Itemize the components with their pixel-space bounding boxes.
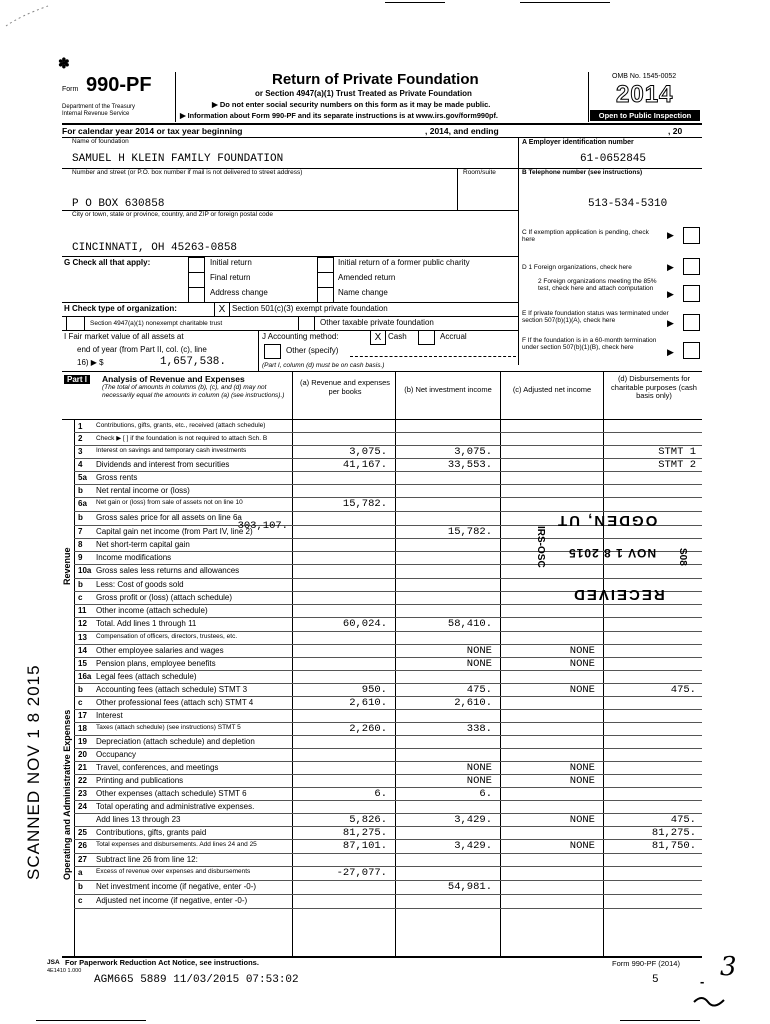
handwritten-squiggle xyxy=(690,990,730,1008)
comma-20: , 20 xyxy=(668,126,683,136)
other-method-checkbox[interactable] xyxy=(264,344,281,359)
row-label: Gross sales less returns and allowances xyxy=(96,566,240,575)
cell-a: 6. xyxy=(374,788,387,800)
row-label: Other employee salaries and wages xyxy=(96,646,224,655)
row-label: Dividends and interest from securities xyxy=(96,460,230,469)
cell-a: 3,075. xyxy=(349,446,387,458)
d2-checkbox[interactable] xyxy=(683,285,700,302)
d1-label: D 1 Foreign organizations, check here xyxy=(522,264,632,271)
row-number: 22 xyxy=(78,776,87,785)
other-method-label: Other (specify) xyxy=(286,346,339,355)
street-label: Number and street (or P.O. box number if mail is not delivered to street address) xyxy=(72,169,303,176)
cell-b: 2,610. xyxy=(454,697,492,709)
row-label: Capital gain net income (from Part IV, line 2) xyxy=(96,527,253,536)
row-label: Adjusted net income (if negative, enter -0-) xyxy=(96,896,248,905)
row-number: 16a xyxy=(78,672,92,681)
row-number: 7 xyxy=(78,527,83,536)
row-divider xyxy=(74,853,702,854)
row-number: 5a xyxy=(78,473,87,482)
fmv-value: 1,657,538. xyxy=(160,356,227,368)
arrow-icon: ▶ xyxy=(667,347,674,357)
cell-b: 58,410. xyxy=(447,618,492,630)
row-divider xyxy=(74,800,702,801)
stamp-date: NOV 1 8 2015 xyxy=(568,546,657,560)
cell-a: 2,610. xyxy=(349,697,387,709)
row-number: c xyxy=(78,593,83,602)
calendar-year-line: For calendar year 2014 or tax year beginning xyxy=(62,126,243,136)
amended-return-label: Amended return xyxy=(338,273,396,282)
row-number: 3 xyxy=(78,447,83,456)
row-divider xyxy=(74,894,702,895)
row-divider xyxy=(74,774,702,775)
row-number: 1 xyxy=(78,422,83,431)
cell-c: NONE xyxy=(569,814,595,826)
phone-label: B Telephone number (see instructions) xyxy=(522,169,643,176)
and-ending: , 2014, and ending xyxy=(425,126,499,136)
stamp-received: RECEIVED xyxy=(572,586,665,603)
jsa-label: JSA xyxy=(47,959,60,966)
cell-b: 338. xyxy=(466,723,492,735)
part-i-badge: Part I xyxy=(64,375,90,384)
handwritten-mark: 3 xyxy=(720,952,737,982)
row-number: 23 xyxy=(78,789,87,798)
row-number: 4 xyxy=(78,460,83,469)
j-label: J Accounting method: xyxy=(262,332,339,341)
arrow-icon: ▶ xyxy=(667,262,674,272)
initial-former-label: Initial return of a former public charity xyxy=(338,258,470,267)
cell-a: 15,782. xyxy=(342,498,387,510)
cell-d: 475. xyxy=(670,684,696,696)
cell-b: 33,553. xyxy=(447,459,492,471)
tax-year: 2014 xyxy=(616,81,674,108)
row-divider xyxy=(74,761,702,762)
cell-c: NONE xyxy=(569,775,595,787)
row-label: Gross rents xyxy=(96,473,138,482)
dept-treasury: Department of the Treasury xyxy=(62,104,136,110)
cell-a: 41,167. xyxy=(342,459,387,471)
cell-b: 3,075. xyxy=(454,446,492,458)
row-label: Travel, conferences, and meetings xyxy=(96,763,219,772)
h-4947-checkbox[interactable] xyxy=(66,316,85,331)
cell-a: 2,260. xyxy=(349,723,387,735)
h-other-label: Other taxable private foundation xyxy=(320,318,434,327)
jsa-code: 4E1410 1.000 xyxy=(47,968,82,974)
row-number: 6a xyxy=(78,499,87,508)
open-public-inspection: Open to Public Inspection xyxy=(590,110,700,121)
arrow-icon: ▶ xyxy=(667,230,674,240)
info-notice: ▶ Information about Form 990-PF and its separate instructions is at www.irs.gov/form990pf. xyxy=(180,111,498,120)
stamp-code: S08 xyxy=(677,548,688,566)
row-label: Income modifications xyxy=(96,553,172,562)
cell-b: NONE xyxy=(466,645,492,657)
row-divider xyxy=(74,696,702,697)
ein-label: A Employer identification number xyxy=(522,139,634,146)
row-label: Gross profit or (loss) (attach schedule) xyxy=(96,593,233,602)
row-number: 8 xyxy=(78,540,83,549)
row-number: 26 xyxy=(78,841,87,850)
cell-a: 81,275. xyxy=(342,827,387,839)
cell-a: 60,024. xyxy=(342,618,387,630)
final-return-checkbox[interactable] xyxy=(188,272,205,288)
cell-c: NONE xyxy=(569,684,595,696)
cell-a: 87,101. xyxy=(342,840,387,852)
row-number: 9 xyxy=(78,553,83,562)
expenses-side-label: Operating and Administrative Expenses xyxy=(62,709,72,880)
row-number: 24 xyxy=(78,802,87,811)
page-number: 5 xyxy=(652,974,659,986)
row-number: 15 xyxy=(78,659,87,668)
cell-b: NONE xyxy=(466,775,492,787)
row-number: b xyxy=(78,513,83,522)
h-label: H Check type of organization: xyxy=(64,304,177,313)
initial-former-checkbox[interactable] xyxy=(317,257,334,273)
name-change-label: Name change xyxy=(338,288,388,297)
row-number: 27 xyxy=(78,855,87,864)
row-number: b xyxy=(78,685,83,694)
accrual-checkbox[interactable] xyxy=(418,330,435,345)
name-label: Name of foundation xyxy=(72,138,129,145)
row-label: Depreciation (attach schedule) and depletion xyxy=(96,737,255,746)
cell-c: NONE xyxy=(569,645,595,657)
row-number: 19 xyxy=(78,737,87,746)
row-number: c xyxy=(78,896,83,905)
name-change-checkbox[interactable] xyxy=(317,287,334,303)
row-divider xyxy=(74,657,702,658)
amended-return-checkbox[interactable] xyxy=(317,272,334,288)
form-word: Form xyxy=(62,86,79,93)
f-checkbox[interactable] xyxy=(683,342,700,359)
cell-c: NONE xyxy=(569,658,595,670)
h-501c3-label: Section 501(c)(3) exempt private foundation xyxy=(232,304,388,313)
phone-value: 513-534-5310 xyxy=(588,198,668,210)
part-i-desc: (The total of amounts in columns (b), (c), and (d) may not necessarily equal the amounts in column (a) (see instructions).) xyxy=(102,384,285,399)
cell-b: 3,429. xyxy=(454,840,492,852)
row-divider xyxy=(74,722,702,723)
row-divider xyxy=(74,432,702,433)
cell-b: 6. xyxy=(479,788,492,800)
row-label: Pension plans, employee benefits xyxy=(96,659,216,668)
row-number: b xyxy=(78,882,83,891)
row-number: a xyxy=(78,868,83,877)
row-divider xyxy=(74,748,702,749)
i-label-3: 16) ▶ $ xyxy=(77,358,104,367)
row-divider xyxy=(74,866,702,867)
row-label: Printing and publications xyxy=(96,776,184,785)
row-number: 12 xyxy=(78,619,87,628)
cash-label: Cash xyxy=(388,332,407,341)
row-number: 13 xyxy=(78,633,87,642)
row-number: c xyxy=(78,698,83,707)
cell-a: 950. xyxy=(361,684,387,696)
row-label: Total. Add lines 1 through 11 xyxy=(96,619,197,628)
cell-d: 81,275. xyxy=(651,827,696,839)
corner-mark xyxy=(0,0,60,30)
row-divider xyxy=(74,617,702,618)
initial-return-label: Initial return xyxy=(210,258,252,267)
col-d-header: (d) Disbursements for charitable purposes (cash basis only) xyxy=(611,374,697,400)
row-number: 2 xyxy=(78,434,83,443)
city-label: City or town, state or province, country, and ZIP or foreign postal code xyxy=(72,211,273,218)
row-number: 14 xyxy=(78,646,87,655)
page-dash: - xyxy=(700,974,705,989)
row-label: Occupancy xyxy=(96,750,137,759)
row-label: Net short-term capital gain xyxy=(96,540,190,549)
row-label: Subtract line 26 from line 12: xyxy=(96,855,198,864)
row-label: Net investment income (if negative, enter -0-) xyxy=(96,882,257,891)
cell-d: 475. xyxy=(670,814,696,826)
row-label: Interest xyxy=(96,711,123,720)
row-label: Other income (attach schedule) xyxy=(96,606,208,615)
form-number: 990-PF xyxy=(86,74,152,96)
cell-b: NONE xyxy=(466,658,492,670)
cell-d: 81,750. xyxy=(651,840,696,852)
row-label: Contributions, gifts, grants paid xyxy=(96,828,207,837)
row-label: Other expenses (attach schedule) STMT 6 xyxy=(96,789,247,798)
row-label: Contributions, gifts, grants, etc., received (attach schedule) xyxy=(96,422,266,429)
row-label: Less: Cost of goods sold xyxy=(96,580,184,589)
h-4947-label: Section 4947(a)(1) nonexempt charitable trust xyxy=(90,320,223,327)
row-label: Other professional fees (attach sch) STMT 4 xyxy=(96,698,254,707)
row-number: b xyxy=(78,486,83,495)
e-checkbox[interactable] xyxy=(683,314,700,331)
row-label: Excess of revenue over expenses and disbursements xyxy=(96,868,251,875)
d1-checkbox[interactable] xyxy=(683,258,700,275)
cell-b: 54,981. xyxy=(447,881,492,893)
c-label: C If exemption application is pending, check here xyxy=(522,229,649,243)
i-label-2: end of year (from Part II, col. (c), line xyxy=(77,345,207,354)
h-other-checkbox[interactable] xyxy=(298,316,315,331)
street-value: P O BOX 630858 xyxy=(72,198,165,210)
g-label: G Check all that apply: xyxy=(64,258,151,267)
i-label-1: I Fair market value of all assets at xyxy=(64,332,184,341)
cash-checkbox[interactable]: X xyxy=(370,330,386,345)
arrow-icon: ▶ xyxy=(667,289,674,299)
col-b-header: (b) Net investment income xyxy=(404,385,492,394)
form-reference: Form 990-PF (2014) xyxy=(612,959,680,968)
cell-a: 5,826. xyxy=(349,814,387,826)
row-number: 18 xyxy=(78,724,87,733)
row-label: Compensation of officers, directors, trustees, etc. xyxy=(96,633,238,640)
form-subtitle: or Section 4947(a)(1) Trust Treated as Private Foundation xyxy=(255,89,472,98)
c-checkbox[interactable] xyxy=(683,227,700,244)
row-number: 17 xyxy=(78,711,87,720)
row-divider xyxy=(74,880,702,881)
row-label: Net gain or (loss) from sale of assets not on line 10 xyxy=(96,499,243,506)
row-divider xyxy=(74,631,702,632)
row-divider xyxy=(74,908,702,909)
cell-c: NONE xyxy=(569,840,595,852)
address-change-checkbox[interactable] xyxy=(188,287,205,303)
col-a-header: (a) Revenue and expenses per books xyxy=(299,378,391,396)
row-number: 11 xyxy=(78,606,87,615)
row-divider xyxy=(74,735,702,736)
row-divider xyxy=(74,471,702,472)
row-label: Total expenses and disbursements. Add lines 24 and 25 xyxy=(96,841,257,848)
row-divider xyxy=(74,484,702,485)
city-value: CINCINNATI, OH 45263-0858 xyxy=(72,242,238,254)
tick-mark: ✽ xyxy=(58,55,70,71)
row-label: Taxes (attach schedule) (see instructions) STMT 5 xyxy=(96,724,241,731)
cell-d: STMT 2 xyxy=(658,459,696,471)
form-title: Return of Private Foundation xyxy=(272,71,479,88)
col-c-header: (c) Adjusted net income xyxy=(512,385,592,394)
d2-label: 2 Foreign organizations meeting the 85% test, check here and attach computation xyxy=(538,278,657,292)
e-label: E If private foundation status was terminated under section 507(b)(1)(A), check here xyxy=(522,310,669,324)
cell-b: 15,782. xyxy=(447,526,492,538)
dept-irs: Internal Revenue Service xyxy=(62,111,130,117)
row-divider xyxy=(74,670,702,671)
row-divider xyxy=(74,709,702,710)
cell-b: NONE xyxy=(466,762,492,774)
paperwork-notice: For Paperwork Reduction Act Notice, see instructions. xyxy=(65,958,259,967)
part-i-note: (Part I, column (d) must be on cash basis.) xyxy=(262,362,385,369)
final-return-label: Final return xyxy=(210,273,251,282)
arrow-icon: ▶ xyxy=(667,318,674,328)
row-divider xyxy=(74,644,702,645)
row-divider xyxy=(74,787,702,788)
cell-d: STMT 1 xyxy=(658,446,696,458)
initial-return-checkbox[interactable] xyxy=(188,257,205,273)
row-number: 25 xyxy=(78,828,87,837)
omb-number: OMB No. 1545-0052 xyxy=(612,73,677,80)
row-number: 10a xyxy=(78,566,92,575)
gross-sales-value: 303,107. xyxy=(237,520,288,532)
row-label: Legal fees (attach schedule) xyxy=(96,672,197,681)
part-i-title: Analysis of Revenue and Expenses xyxy=(102,374,245,384)
f-label: F If the foundation is in a 60-month termination under section 507(b)(1)(B), check here xyxy=(522,337,657,351)
cell-c: NONE xyxy=(569,762,595,774)
room-label: Room/suite xyxy=(463,169,496,176)
stamp-irs-osc: IRS-OSC xyxy=(535,526,546,568)
row-number: 20 xyxy=(78,750,87,759)
stamp-ogden: OGDEN, UT xyxy=(556,512,658,529)
row-label: Accounting fees (attach schedule) STMT 3 xyxy=(96,685,248,694)
row-number: 21 xyxy=(78,763,87,772)
foundation-name: SAMUEL H KLEIN FAMILY FOUNDATION xyxy=(72,153,284,165)
scanned-stamp: SCANNED NOV 1 8 2015 xyxy=(24,664,43,880)
cell-a: -27,077. xyxy=(336,867,387,879)
row-label: Add lines 13 through 23 xyxy=(96,815,181,824)
row-label: Interest on savings and temporary cash investments xyxy=(96,447,247,454)
row-label: Net rental income or (loss) xyxy=(96,486,190,495)
row-number: b xyxy=(78,580,83,589)
row-label: Gross sales price for all assets on line 6a xyxy=(96,513,242,522)
row-label: Check ▶ [ ] if the foundation is not required to attach Sch. B xyxy=(96,435,268,442)
cell-b: 475. xyxy=(466,684,492,696)
row-label: Total operating and administrative expenses. xyxy=(96,802,255,811)
cell-b: 3,429. xyxy=(454,814,492,826)
h-501c3-checkbox[interactable]: X xyxy=(214,302,230,317)
filing-id: AGM665 5889 11/03/2015 07:53:02 xyxy=(94,974,299,986)
ein-value: 61-0652845 xyxy=(580,153,647,165)
accrual-label: Accrual xyxy=(440,332,467,341)
address-change-label: Address change xyxy=(210,288,268,297)
revenue-side-label: Revenue xyxy=(62,547,72,585)
ssn-notice: ▶ Do not enter social security numbers on this form as it may be made public. xyxy=(212,100,491,109)
received-stamp xyxy=(528,498,694,610)
